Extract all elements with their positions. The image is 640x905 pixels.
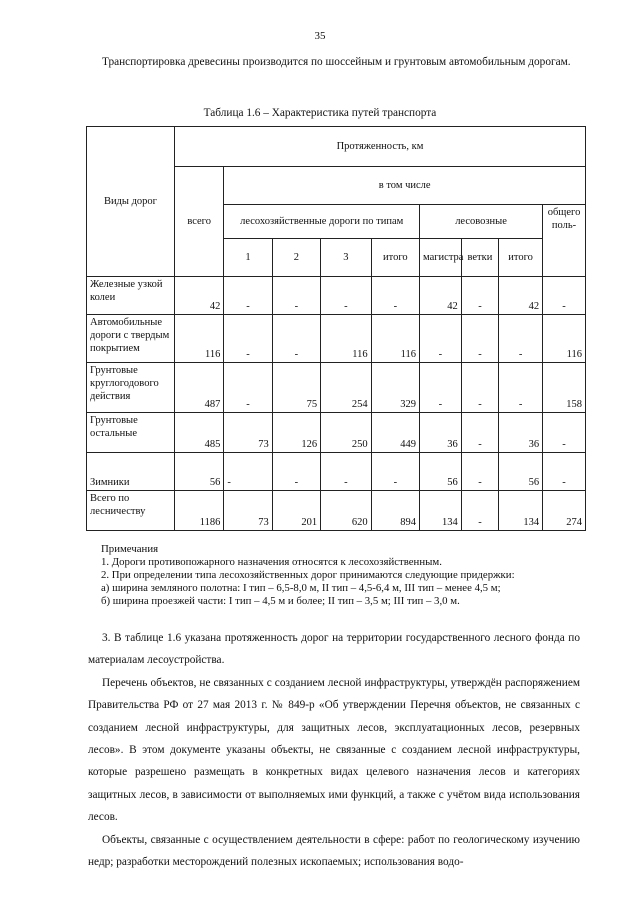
cell-main: - (420, 315, 462, 363)
cell-haul-total: - (499, 315, 543, 363)
cell-total: 1186 (174, 491, 223, 531)
cell-haul-total: 36 (499, 413, 543, 453)
table-notes (101, 543, 581, 608)
cell-type1: - (224, 277, 272, 315)
intro-text: Транспортировка древесины производится по шоссейным и грунтовым автомобильным дорогам. (102, 56, 571, 68)
cell-type1: - (224, 315, 272, 363)
row-name: Грунтовые остальные (87, 413, 175, 453)
cell-branch: - (461, 363, 498, 413)
header-haul-total: итого (499, 239, 543, 277)
row-name: Железные узкой колеи (87, 277, 175, 315)
header-haul: лесовозные (420, 205, 543, 239)
cell-type1: 73 (224, 491, 272, 531)
cell-public: 116 (543, 315, 586, 363)
cell-main: 134 (420, 491, 462, 531)
row-name: Зимники (87, 453, 175, 491)
header-total: всего (174, 167, 223, 277)
notes-title: Примечания (101, 543, 159, 555)
cell-main: 56 (420, 453, 462, 491)
cell-type3: 116 (321, 315, 372, 363)
cell-public: 158 (543, 363, 586, 413)
note-3: 3. В таблице 1.6 указана протяженность дорог на территории государственного лесного фонда по материалам лесоустройства. (88, 632, 580, 667)
cell-branch: - (461, 315, 498, 363)
cell-total: 487 (174, 363, 223, 413)
row-name: Грунтовые круглогодового действия (87, 363, 175, 413)
cell-public: - (543, 277, 586, 315)
header-forest-roads: лесохозяйственные дороги по типам (224, 205, 420, 239)
cell-public: 274 (543, 491, 586, 531)
table-caption: Таблица 1.6 – Характеристика путей транспорта (203, 107, 437, 119)
header-type-1: 1 (224, 239, 272, 277)
cell-type3: 620 (321, 491, 372, 531)
header-public: общего поль- (543, 205, 586, 277)
cell-public: - (543, 413, 586, 453)
table-row (87, 363, 586, 413)
cell-public: - (543, 453, 586, 491)
cell-type2: 75 (272, 363, 320, 413)
cell-main: 42 (420, 277, 462, 315)
table-row (87, 413, 586, 453)
cell-haul-total: 42 (499, 277, 543, 315)
cell-subtotal: 894 (371, 491, 419, 531)
cell-type3: - (321, 453, 372, 491)
header-including: в том числе (224, 167, 586, 205)
intro-paragraph (88, 52, 580, 73)
cell-type1: 73 (224, 413, 272, 453)
cell-branch: - (461, 413, 498, 453)
cell-subtotal: 449 (371, 413, 419, 453)
cell-total: 116 (174, 315, 223, 363)
cell-type3: 254 (321, 363, 372, 413)
cell-total: 485 (174, 413, 223, 453)
cell-subtotal: 116 (371, 315, 419, 363)
cell-type2: - (272, 453, 320, 491)
note-2: 2. При определении типа лесохозяйственных дорог принимаются следующие придержки: (101, 569, 515, 581)
note-2a: а) ширина земляного полотна: I тип – 6,5-8,0 м, II тип – 4,5-6,4 м, III тип – менее 4,5 м; (101, 582, 501, 594)
header-type-3: 3 (321, 239, 372, 277)
header-length: Протяженность, км (174, 127, 585, 167)
cell-subtotal: - (371, 277, 419, 315)
header-type-2: 2 (272, 239, 320, 277)
cell-haul-total: - (499, 363, 543, 413)
cell-type2: - (272, 315, 320, 363)
row-name: Всего по лесничеству (87, 491, 175, 531)
cell-type2: 201 (272, 491, 320, 531)
cell-branch: - (461, 277, 498, 315)
cell-type2: - (272, 277, 320, 315)
cell-type3: - (321, 277, 372, 315)
table-row (87, 453, 586, 491)
cell-type1: - (224, 453, 272, 491)
header-subtotal: итого (371, 239, 419, 277)
row-name: Автомобильные дороги с твердым покрытием (87, 315, 175, 363)
cell-subtotal: 329 (371, 363, 419, 413)
cell-main: - (420, 363, 462, 413)
page-number: 35 (314, 30, 326, 42)
roads-table (86, 126, 586, 531)
cell-haul-total: 134 (499, 491, 543, 531)
table-row (87, 315, 586, 363)
note-1: 1. Дороги противопожарного назначения относятся к лесохозяйственным. (101, 556, 442, 568)
cell-type2: 126 (272, 413, 320, 453)
header-main: магистра (420, 239, 462, 277)
body-text (88, 627, 580, 873)
cell-subtotal: - (371, 453, 419, 491)
cell-type1: - (224, 363, 272, 413)
paragraph-1: Перечень объектов, не связанных с созданием лесной инфраструктуры, утверждён распоряжением Правительства РФ от 27 мая 2013 г. № 849-р «Об утверждении Перечня объектов, не связанных с созданием лесной инфраструктуры, для защитных лесов, эксплуатационных лесов, резервных лесов». В этом документе указаны объекты, не связанные с созданием лесной инфраструктуры, которые разрешено размещать в конкретных видах целевого назначения лесов и категориях защитных лесов, в зависимости от выполняемых ими функций, а также с учётом вида использования лесов. (88, 676, 580, 824)
table-row (87, 277, 586, 315)
table-row (87, 491, 586, 531)
header-road-type: Виды дорог (87, 127, 175, 277)
cell-branch: - (461, 453, 498, 491)
cell-main: 36 (420, 413, 462, 453)
paragraph-2: Объекты, связанные с осуществлением деятельности в сфере: работ по геологическому изучению недр; разработки месторождений полезных ископаемых; использования водо- (88, 833, 580, 869)
cell-total: 56 (174, 453, 223, 491)
cell-haul-total: 56 (499, 453, 543, 491)
note-2b: б) ширина проезжей части: I тип – 4,5 м и более; II тип – 3,5 м; III тип – 3,0 м. (101, 595, 460, 607)
cell-branch: - (461, 491, 498, 531)
cell-total: 42 (174, 277, 223, 315)
cell-type3: 250 (321, 413, 372, 453)
header-branch: ветки (461, 239, 498, 277)
